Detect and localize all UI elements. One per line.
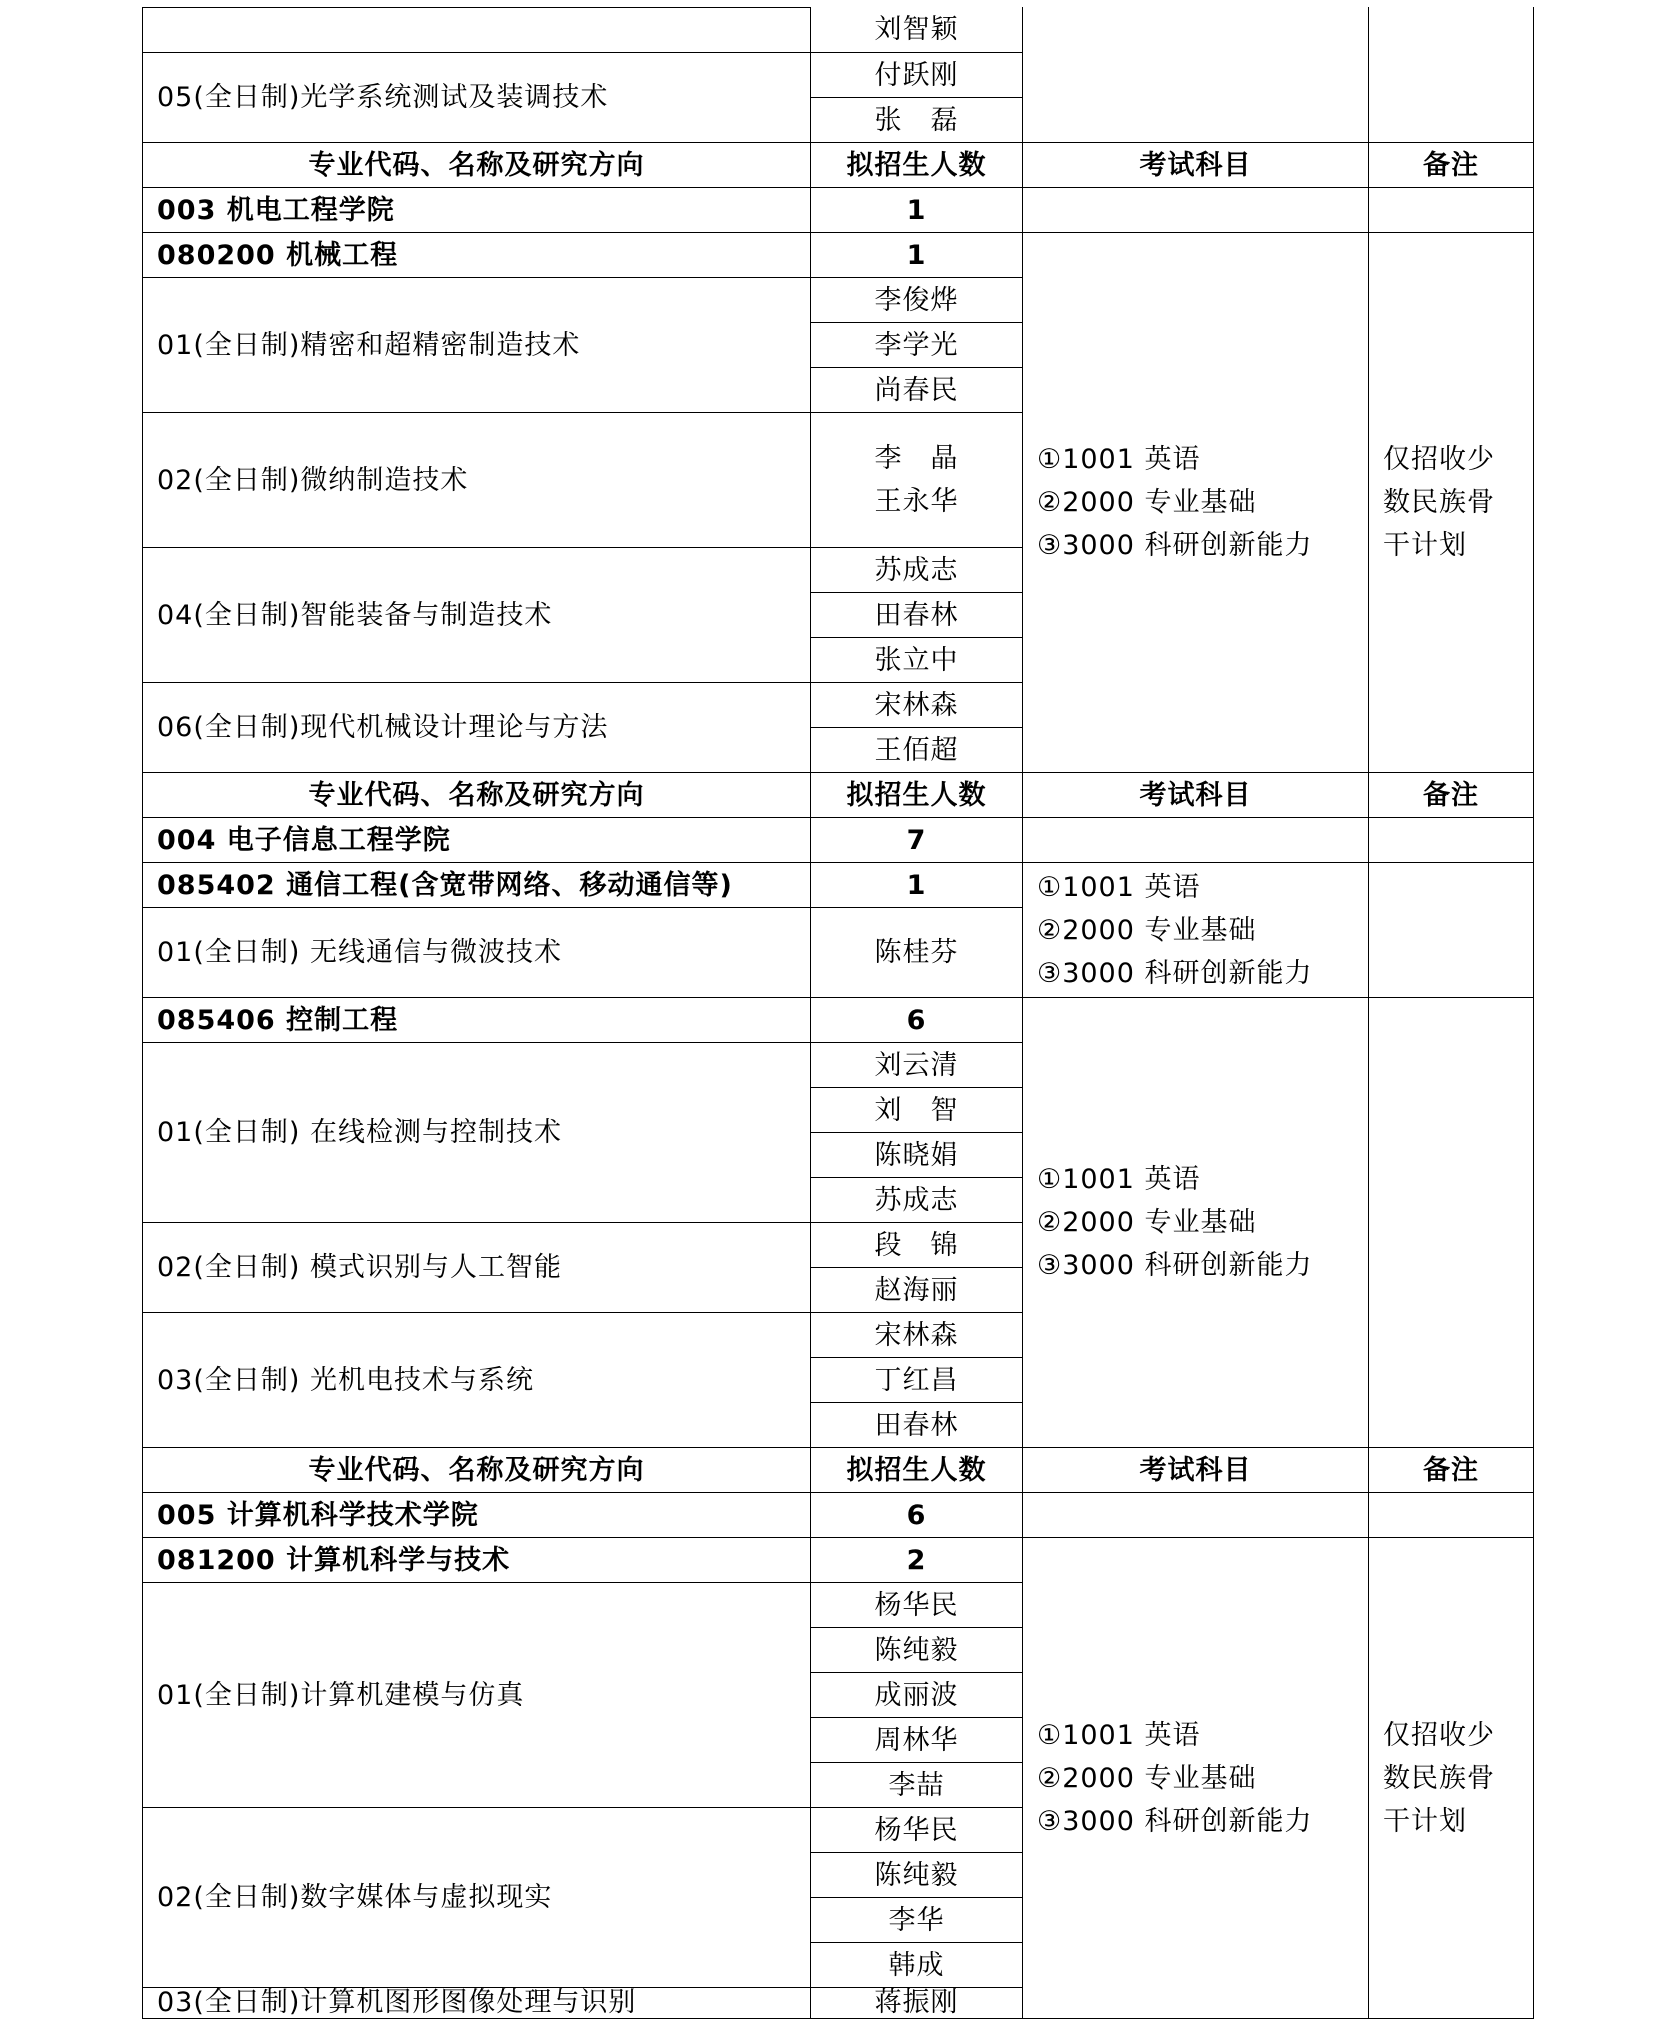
column-header-major: 专业代码、名称及研究方向 (142, 772, 810, 817)
exam-line: ①1001 英语 (1037, 1164, 1201, 1195)
note-cell (1368, 862, 1534, 997)
tutor-cell: 刘云清 (810, 1042, 1022, 1087)
college-quota: 1 (810, 187, 1022, 232)
tutor-cell: 尚春民 (810, 367, 1022, 412)
exam-line: ②2000 专业基础 (1037, 1762, 1257, 1794)
tutor-cell: 王佰超 (810, 727, 1022, 772)
direction-cell: 01(全日制) 在线检测与控制技术 (142, 1042, 810, 1222)
tutor-name: 李 晶 (874, 443, 959, 474)
college-name: 003 机电工程学院 (142, 187, 810, 232)
college-quota: 7 (810, 817, 1022, 862)
exam-line: ②2000 专业基础 (1037, 914, 1257, 946)
college-name: 004 电子信息工程学院 (142, 817, 810, 862)
direction-cell: 04(全日制)智能装备与制造技术 (142, 547, 810, 682)
direction-cell: 03(全日制)计算机图形图像处理与识别 (142, 1987, 810, 2019)
direction-cell: 02(全日制) 模式识别与人工智能 (142, 1222, 810, 1312)
note-cell (1368, 7, 1534, 142)
remark (1368, 1537, 1534, 2019)
remark-line: 干计划 (1383, 530, 1467, 561)
exam-line: ①1001 英语 (1037, 1719, 1201, 1751)
tutor-cell: 韩成 (810, 1942, 1022, 1987)
direction-cell: 06(全日制)现代机械设计理论与方法 (142, 682, 810, 772)
column-header-note: 备注 (1368, 772, 1534, 817)
admission-table-page (142, 7, 1534, 2019)
tutor-cell: 宋林森 (810, 1312, 1022, 1357)
major-name: 085402 通信工程(含宽带网络、移动通信等) (142, 862, 810, 907)
remark-line: 仅招收少 (1383, 444, 1495, 475)
tutor-name: 王永华 (874, 486, 959, 517)
exam-line: ③3000 科研创新能力 (1037, 957, 1313, 989)
remark-line: 数民族骨 (1383, 487, 1495, 518)
direction-cell: 02(全日制)微纳制造技术 (142, 412, 810, 547)
exam-line: ③3000 科研创新能力 (1037, 530, 1313, 561)
exam-cell (1022, 1492, 1368, 1537)
note-cell (1368, 997, 1534, 1447)
tutor-cell: 陈纯毅 (810, 1627, 1022, 1672)
tutor-cell: 张立中 (810, 637, 1022, 682)
tutor-cell: 田春林 (810, 1402, 1022, 1447)
exam-line: ①1001 英语 (1037, 444, 1201, 475)
tutor-cell: 李俊烨 (810, 277, 1022, 322)
direction-cell: 01(全日制) 无线通信与微波技术 (142, 907, 810, 997)
tutor-cell: 张 磊 (810, 97, 1022, 142)
college-name: 005 计算机科学技术学院 (142, 1492, 810, 1537)
column-header-note: 备注 (1368, 142, 1534, 187)
remark-line: 仅招收少 (1383, 1719, 1495, 1751)
column-header-quota: 拟招生人数 (810, 1447, 1022, 1492)
column-header-quota: 拟招生人数 (810, 142, 1022, 187)
column-header-exam: 考试科目 (1022, 1447, 1368, 1492)
tutor-cell: 陈晓娟 (810, 1132, 1022, 1177)
column-header-quota: 拟招生人数 (810, 772, 1022, 817)
direction-cell: 01(全日制)计算机建模与仿真 (142, 1582, 810, 1807)
tutor-cell: 李学光 (810, 322, 1022, 367)
exam-cell (1022, 7, 1368, 142)
column-header-exam: 考试科目 (1022, 142, 1368, 187)
tutor-cell: 周林华 (810, 1717, 1022, 1762)
tutor-cell: 李华 (810, 1897, 1022, 1942)
tutor-cell: 段 锦 (810, 1222, 1022, 1267)
major-name: 081200 计算机科学与技术 (142, 1537, 810, 1582)
column-header-major: 专业代码、名称及研究方向 (142, 1447, 810, 1492)
tutor-cell: 刘 智 (810, 1087, 1022, 1132)
tutor-cell: 付跃刚 (810, 52, 1022, 97)
tutor-cell: 苏成志 (810, 1177, 1022, 1222)
direction-cell: 05(全日制)光学系统测试及装调技术 (142, 52, 810, 142)
column-header-exam: 考试科目 (1022, 772, 1368, 817)
tutor-cell: 陈桂芬 (810, 907, 1022, 997)
college-quota: 6 (810, 1492, 1022, 1537)
exam-cell (1022, 817, 1368, 862)
exam-line: ③3000 科研创新能力 (1037, 1250, 1313, 1281)
remark-line: 数民族骨 (1383, 1762, 1495, 1794)
tutor-cell (810, 412, 1022, 547)
tutor-cell: 陈纯毅 (810, 1852, 1022, 1897)
exam-line: ②2000 专业基础 (1037, 487, 1257, 518)
column-header-major: 专业代码、名称及研究方向 (142, 142, 810, 187)
remark (1368, 232, 1534, 772)
direction-cell: 03(全日制) 光机电技术与系统 (142, 1312, 810, 1447)
tutor-cell: 田春林 (810, 592, 1022, 637)
note-cell (1368, 1492, 1534, 1537)
exam-line: ③3000 科研创新能力 (1037, 1805, 1313, 1837)
major-quota: 2 (810, 1537, 1022, 1582)
tutor-cell: 丁红昌 (810, 1357, 1022, 1402)
note-cell (1368, 187, 1534, 232)
exam-subjects (1022, 232, 1368, 772)
tutor-cell: 刘智颖 (810, 7, 1022, 52)
remark-line: 干计划 (1383, 1805, 1467, 1837)
exam-subjects (1022, 1537, 1368, 2019)
major-name: 080200 机械工程 (142, 232, 810, 277)
major-quota: 1 (810, 232, 1022, 277)
tutor-cell: 宋林森 (810, 682, 1022, 727)
tutor-cell: 成丽波 (810, 1672, 1022, 1717)
direction-cell: 02(全日制)数字媒体与虚拟现实 (142, 1807, 810, 1987)
major-quota: 1 (810, 862, 1022, 907)
major-name: 085406 控制工程 (142, 997, 810, 1042)
exam-line: ①1001 英语 (1037, 871, 1201, 903)
tutor-cell: 蒋振刚 (810, 1987, 1022, 2019)
direction-cell (142, 7, 810, 52)
tutor-cell: 杨华民 (810, 1582, 1022, 1627)
exam-subjects (1022, 997, 1368, 1447)
direction-cell: 01(全日制)精密和超精密制造技术 (142, 277, 810, 412)
column-header-note: 备注 (1368, 1447, 1534, 1492)
tutor-cell: 赵海丽 (810, 1267, 1022, 1312)
note-cell (1368, 817, 1534, 862)
major-quota: 6 (810, 997, 1022, 1042)
exam-cell (1022, 187, 1368, 232)
tutor-cell: 杨华民 (810, 1807, 1022, 1852)
exam-subjects (1022, 862, 1368, 997)
tutor-cell: 苏成志 (810, 547, 1022, 592)
tutor-cell: 李喆 (810, 1762, 1022, 1807)
exam-line: ②2000 专业基础 (1037, 1207, 1257, 1238)
